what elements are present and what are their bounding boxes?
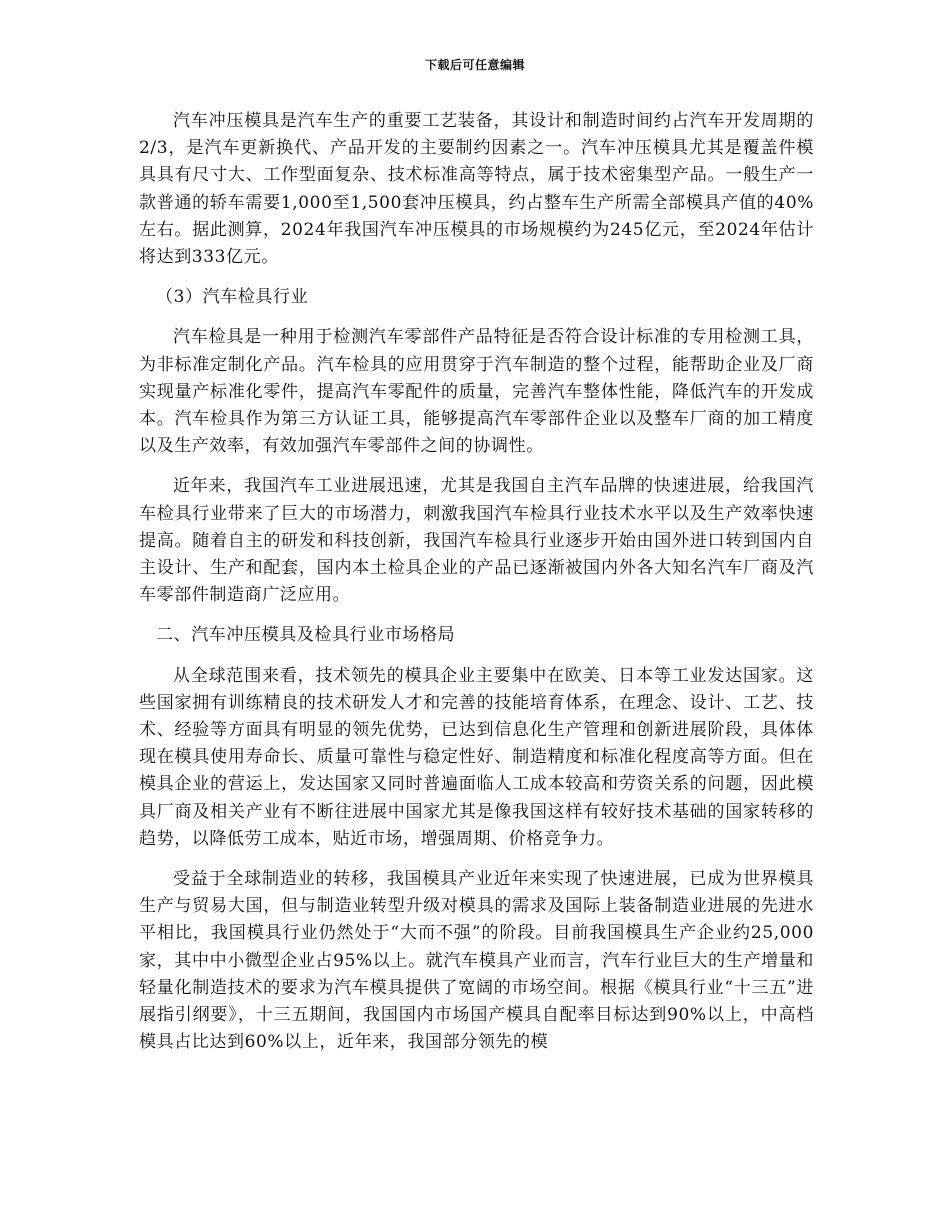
document-body bbox=[139, 108, 814, 1070]
paragraph-global-landscape: 从全球范围来看，技术领先的模具企业主要集中在欧美、日本等工业发达国家。这些国家拥有训练精良的技术研发人才和完善的技能培育体系，在理念、设计、工艺、技术、经验等方面具有明显的领先优势，已达到信息化生产管理和创新进展阶段，具体体现在模具使用寿命长、质量可靠性与稳定性好、制造精度和标准化程度高等方面。但在模具企业的营运上，发达国家又同时普遍面临人工成本较高和劳资关系的问题，因此模具厂商及相关产业有不断往进展中国家尤其是像我国这样有较好技术基础的国家转移的趋势，以降低劳工成本，贴近市场，增强周期、价格竞争力。 bbox=[139, 665, 814, 849]
paragraph-stamping-die-market: 汽车冲压模具是汽车生产的重要工艺装备，其设计和制造时间约占汽车开发周期的2/3，是汽车更新换代、产品开发的主要制约因素之一。汽车冲压模具尤其是覆盖件模具具有尺寸大、工作型面复杂、技术标准高等特点，属于技术密集型产品。一般生产一款普通的轿车需要1,000至1,500套冲压模具，约占整车生产所需全部模具产值的40%左右。据此测算，2024年我国汽车冲压模具的市场规模约为245亿元，至2024年估计将达到333亿元。 bbox=[139, 111, 814, 268]
section-heading-inspection-tools: （3）汽车检具行业 bbox=[156, 287, 309, 308]
paragraph-inspection-tool-definition: 汽车检具是一种用于检测汽车零部件产品特征是否符合设计标准的专用检测工具，为非标准定制化产品。汽车检具的应用贯穿于汽车制造的整个过程，能帮助企业及厂商实现量产标准化零件，提高汽车零配件的质量，完善汽车整体性能，降低汽车的开发成本。汽车检具作为第三方认证工具，能够提高汽车零部件企业以及整车厂商的加工精度以及生产效率，有效加强汽车零部件之间的协调性。 bbox=[139, 327, 814, 457]
section-heading-market-landscape: 二、汽车冲压模具及检具行业市场格局 bbox=[156, 625, 456, 646]
paragraph-domestic-industry: 受益于全球制造业的转移，我国模具产业近年来实现了快速进展，已成为世界模具生产与贸易大国，但与制造业转型升级对模具的需求及国际上装备制造业进展的先进水平相比，我国模具行业仍然处于“大而不强”的阶段。目前我国模具生产企业约25,000家，其中中小微型企业占95%以上。就汽车模具产业而言，汽车行业巨大的生产增量和轻量化制造技术的要求为汽车模具提供了宽阔的市场空间。根据《模具行业“十三五”进展指引纲要》，十三五期间，我国国内市场国产模具自配率目标达到90%以上，中高档模具占比达到60%以上，近年来，我国部分领先的模 bbox=[139, 869, 814, 1053]
page-header-note: 下载后可任意编辑 bbox=[424, 58, 525, 72]
paragraph-inspection-tool-development: 近年来，我国汽车工业进展迅速，尤其是我国自主汽车品牌的快速进展，给我国汽车检具行业带来了巨大的市场潜力，刺激我国汽车检具行业技术水平以及生产效率快速提高。随着自主的研发和科技创新，我国汽车检具行业逐步开始由国外进口转到国内自主设计、生产和配套，国内本土检具企业的产品已逐渐被国内外各大知名汽车厂商及汽车零部件制造商广泛应用。 bbox=[139, 476, 814, 606]
